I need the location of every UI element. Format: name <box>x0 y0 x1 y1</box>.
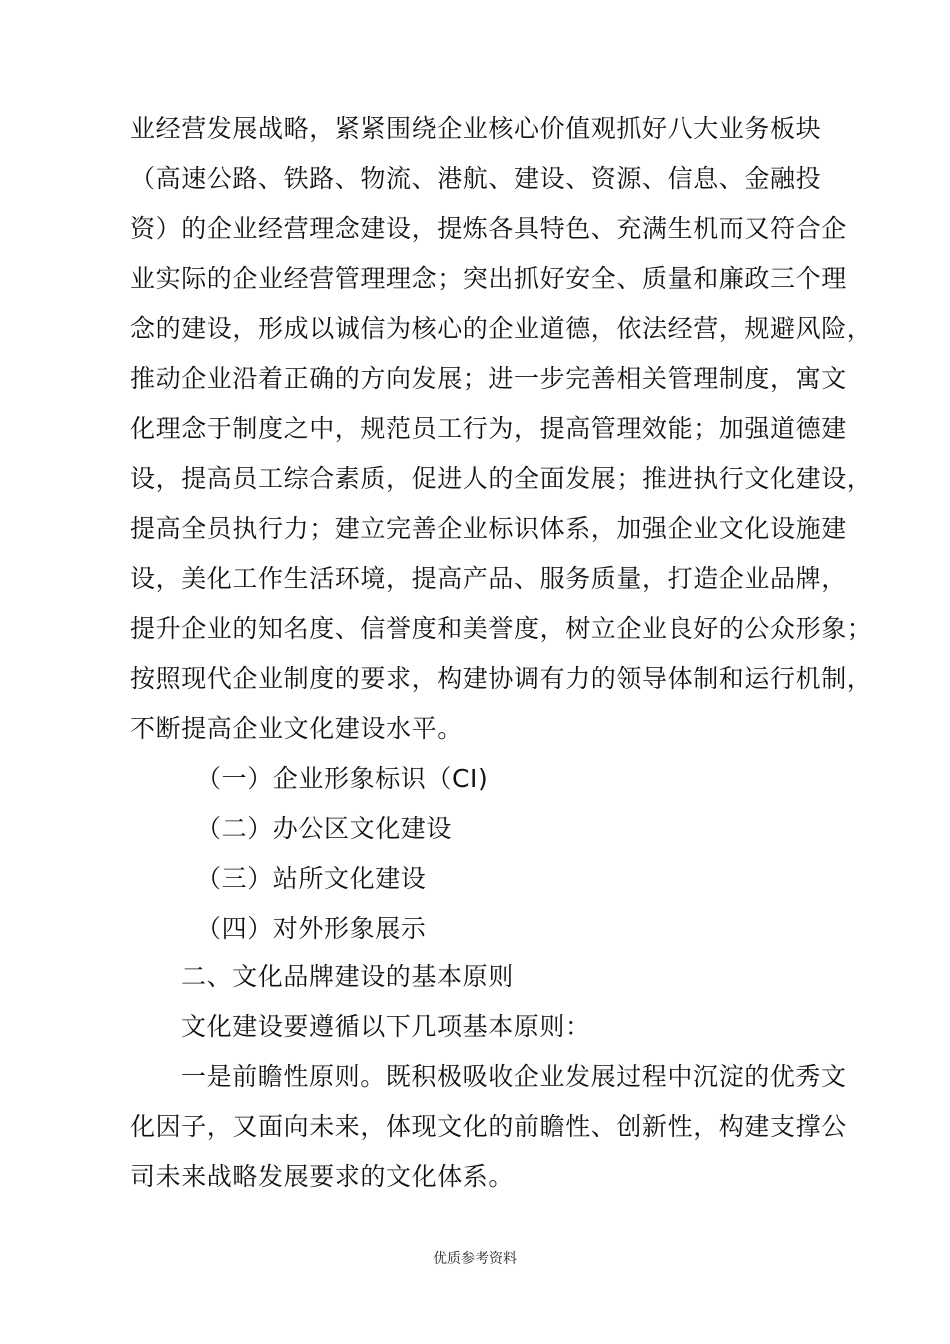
body-line-3: 资）的企业经营理念建设，提炼各具特色、充满生机而又符合企 <box>130 214 847 243</box>
subitem-ci: （一）企业形象标识（CI) <box>196 764 489 793</box>
section-heading: 二、文化品牌建设的基本原则 <box>181 962 514 991</box>
subitem-station-culture: （三）站所文化建设 <box>196 864 427 893</box>
page-footer: 优质参考资料 <box>433 1251 517 1267</box>
principle-line-2: 化因子，又面向未来，体现文化的前瞻性、创新性，构建支撑公 <box>130 1112 847 1141</box>
body-line-12: 按照现代企业制度的要求，构建协调有力的领导体制和运行机制， <box>130 664 873 693</box>
body-line-1: 业经营发展战略，紧紧围绕企业核心价值观抓好八大业务板块 <box>130 114 822 143</box>
body-line-10: 设，美化工作生活环境，提高产品、服务质量，打造企业品牌， <box>130 564 847 593</box>
body-line-5: 念的建设，形成以诚信为核心的企业道德，依法经营，规避风险， <box>130 314 873 343</box>
subitem-external-image: （四）对外形象展示 <box>196 914 427 943</box>
body-line-8: 设，提高员工综合素质，促进人的全面发展；推进执行文化建设， <box>130 464 873 493</box>
body-line-9: 提高全员执行力；建立完善企业标识体系，加强企业文化设施建 <box>130 514 847 543</box>
body-line-7: 化理念于制度之中，规范员工行为，提高管理效能；加强道德建 <box>130 414 847 443</box>
principle-line-1: 一是前瞻性原则。既积极吸收企业发展过程中沉淀的优秀文 <box>181 1062 847 1091</box>
body-line-13: 不断提高企业文化建设水平。 <box>130 714 463 743</box>
body-line-4: 业实际的企业经营管理理念；突出抓好安全、质量和廉政三个理 <box>130 264 847 293</box>
body-line-2: （高速公路、铁路、物流、港航、建设、资源、信息、金融投 <box>130 164 822 193</box>
subitem-office-culture: （二）办公区文化建设 <box>196 814 453 843</box>
principle-line-3: 司未来战略发展要求的文化体系。 <box>130 1162 515 1191</box>
body-line-11: 提升企业的知名度、信誉度和美誉度，树立企业良好的公众形象； <box>130 614 873 643</box>
intro-paragraph: 文化建设要遵循以下几项基本原则： <box>181 1012 591 1041</box>
body-line-6: 推动企业沿着正确的方向发展；进一步完善相关管理制度，寓文 <box>130 364 847 393</box>
